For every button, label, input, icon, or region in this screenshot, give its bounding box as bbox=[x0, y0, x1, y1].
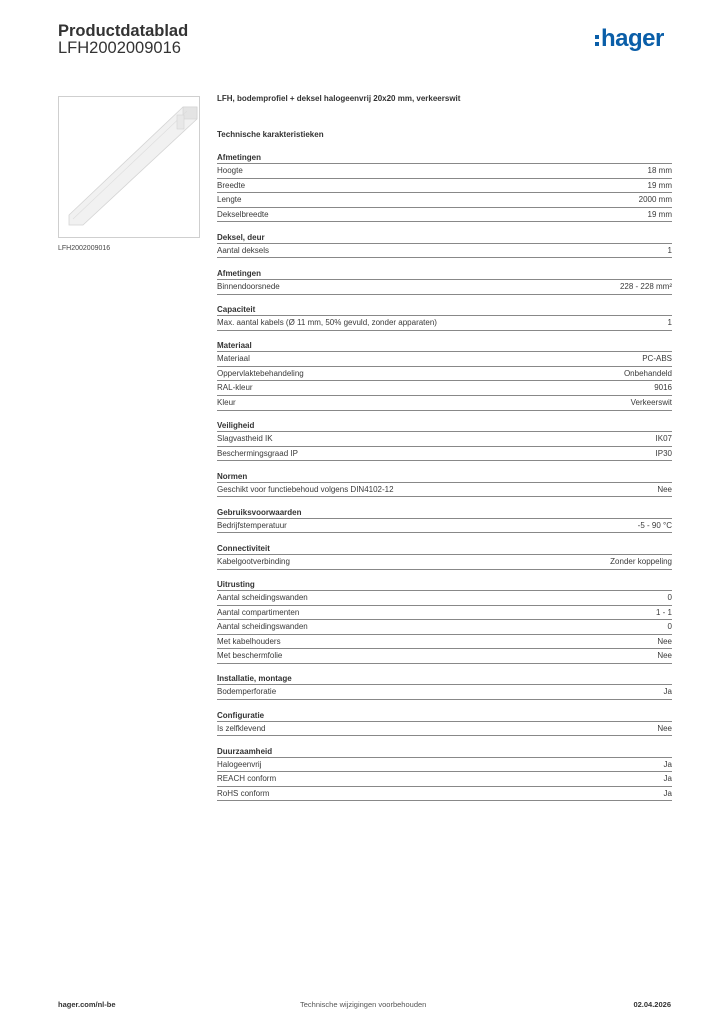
spec-row bbox=[217, 483, 672, 498]
spec-label: Is zelfklevend bbox=[217, 723, 266, 733]
spec-label: Met beschermfolie bbox=[217, 651, 283, 661]
spec-section bbox=[217, 673, 672, 700]
section-title: Gebruiksvoorwaarden bbox=[217, 507, 672, 519]
logo-wordmark: hager bbox=[601, 25, 664, 52]
spec-label: Slagvastheid IK bbox=[217, 434, 273, 444]
section-title: Afmetingen bbox=[217, 268, 672, 280]
spec-row bbox=[217, 193, 672, 208]
spec-row bbox=[217, 606, 672, 621]
document-title: Productdatablad bbox=[58, 22, 189, 40]
spec-label: Aantal scheidingswanden bbox=[217, 593, 308, 602]
spec-value: 19 mm bbox=[647, 209, 672, 219]
spec-row bbox=[217, 179, 672, 194]
spec-section bbox=[217, 543, 672, 570]
spec-row bbox=[217, 367, 672, 382]
spec-value: -5 - 90 °C bbox=[637, 520, 672, 530]
spec-label: Materiaal bbox=[217, 354, 250, 364]
spec-value: 18 mm bbox=[647, 166, 672, 175]
spec-row bbox=[217, 772, 672, 787]
section-title: Veiligheid bbox=[217, 420, 672, 432]
section-title: Normen bbox=[217, 471, 672, 483]
spec-label: Geschikt voor functiebehoud volgens DIN4102-12 bbox=[217, 484, 394, 494]
spec-section bbox=[217, 579, 672, 664]
spec-label: Dekselbreedte bbox=[217, 209, 269, 219]
spec-row bbox=[217, 649, 672, 664]
spec-label: Hoogte bbox=[217, 166, 243, 175]
spec-row bbox=[217, 432, 672, 447]
spec-section bbox=[217, 340, 672, 410]
spec-label: Kabelgootverbinding bbox=[217, 556, 290, 566]
spec-value: Onbehandeld bbox=[623, 368, 672, 378]
spec-value: Ja bbox=[663, 774, 672, 784]
spec-label: Kleur bbox=[217, 397, 236, 407]
spec-section bbox=[217, 710, 672, 737]
spec-row bbox=[217, 758, 672, 773]
section-title: Materiaal bbox=[217, 340, 672, 352]
spec-value: Ja bbox=[663, 788, 672, 798]
spec-value: IK07 bbox=[655, 434, 672, 444]
spec-label: Beschermingsgraad IP bbox=[217, 448, 298, 458]
technical-heading: Technische karakteristieken bbox=[217, 130, 324, 139]
spec-row bbox=[217, 244, 672, 259]
spec-label: Aantal scheidingswanden bbox=[217, 622, 308, 632]
spec-label: Lengte bbox=[217, 195, 242, 205]
spec-value: Nee bbox=[657, 484, 672, 494]
section-title: Duurzaamheid bbox=[217, 746, 672, 758]
spec-section bbox=[217, 420, 672, 461]
spec-value: Ja bbox=[663, 759, 672, 769]
spec-value: 1 bbox=[667, 318, 672, 328]
spec-value: 2000 mm bbox=[638, 195, 672, 205]
spec-value: 0 bbox=[667, 622, 672, 632]
spec-label: Halogeenvrij bbox=[217, 759, 262, 769]
spec-value: Nee bbox=[657, 723, 672, 733]
section-title: Installatie, montage bbox=[217, 673, 672, 685]
spec-label: RAL-kleur bbox=[217, 383, 253, 393]
spec-row bbox=[217, 519, 672, 534]
spec-row bbox=[217, 316, 672, 331]
spec-row bbox=[217, 396, 672, 411]
spec-row bbox=[217, 685, 672, 700]
spec-row bbox=[217, 352, 672, 367]
spec-value: 1 - 1 bbox=[655, 607, 672, 617]
section-title: Configuratie bbox=[217, 710, 672, 722]
spec-value: 19 mm bbox=[647, 180, 672, 190]
spec-label: Oppervlaktebehandeling bbox=[217, 368, 304, 378]
section-title: Capaciteit bbox=[217, 304, 672, 316]
spec-value: PC-ABS bbox=[642, 354, 672, 364]
spec-label: REACH conform bbox=[217, 774, 277, 784]
spec-value: 1 bbox=[667, 245, 672, 255]
footer-date: 02.04.2026 bbox=[633, 1000, 671, 1009]
product-description: LFH, bodemprofiel + deksel halogeenvrij 20x20 mm, verkeerswit bbox=[217, 94, 461, 103]
main-content bbox=[217, 94, 672, 811]
section-title: Uitrusting bbox=[217, 579, 672, 591]
spec-label: Bodemperforatie bbox=[217, 687, 277, 697]
spec-label: Bedrijfstemperatuur bbox=[217, 520, 287, 530]
spec-row bbox=[217, 447, 672, 462]
section-title: Afmetingen bbox=[217, 152, 672, 164]
product-code: LFH2002009016 bbox=[58, 39, 181, 57]
spec-row bbox=[217, 280, 672, 295]
spec-section bbox=[217, 746, 672, 802]
hager-logo bbox=[595, 27, 664, 51]
spec-row bbox=[217, 208, 672, 223]
spec-section bbox=[217, 471, 672, 498]
image-caption: LFH2002009016 bbox=[58, 245, 111, 252]
spec-section bbox=[217, 304, 672, 331]
spec-value: Zonder koppeling bbox=[610, 556, 672, 566]
spec-label: Aantal deksels bbox=[217, 245, 270, 255]
spec-label: Met kabelhouders bbox=[217, 636, 281, 646]
section-title: Deksel, deur bbox=[217, 232, 672, 244]
spec-row bbox=[217, 620, 672, 635]
spec-label: Aantal compartimenten bbox=[217, 607, 300, 617]
spec-row bbox=[217, 635, 672, 650]
spec-row bbox=[217, 555, 672, 570]
section-title: Connectiviteit bbox=[217, 543, 672, 555]
spec-value: IP30 bbox=[655, 448, 672, 458]
spec-label: Breedte bbox=[217, 180, 246, 190]
spec-section bbox=[217, 152, 672, 222]
spec-label: Max. aantal kabels (Ø 11 mm, 50% gevuld, zonder apparaten) bbox=[217, 318, 437, 328]
spec-label: Binnendoorsnede bbox=[217, 281, 280, 291]
spec-label: RoHS conform bbox=[217, 788, 270, 798]
spec-row bbox=[217, 591, 672, 606]
spec-section bbox=[217, 232, 672, 259]
footer-website[interactable]: hager.com/nl-be bbox=[58, 1000, 116, 1009]
spec-section bbox=[217, 268, 672, 295]
spec-value: 228 - 228 mm² bbox=[619, 281, 672, 291]
spec-section bbox=[217, 507, 672, 534]
spec-value: Nee bbox=[657, 636, 672, 646]
spec-value: Nee bbox=[657, 651, 672, 661]
spec-value: Ja bbox=[663, 687, 672, 697]
spec-row bbox=[217, 381, 672, 396]
footer-note: Technische wijzigingen voorbehouden bbox=[300, 1000, 427, 1009]
spec-sections bbox=[217, 152, 672, 801]
spec-row bbox=[217, 722, 672, 737]
cable-duct-illustration bbox=[59, 97, 199, 237]
spec-value: Verkeerswit bbox=[630, 397, 672, 407]
logo-mark-icon bbox=[595, 35, 599, 46]
product-image bbox=[58, 96, 200, 238]
spec-row bbox=[217, 164, 672, 179]
spec-value: 9016 bbox=[654, 383, 672, 393]
spec-row bbox=[217, 787, 672, 802]
spec-value: 0 bbox=[667, 593, 672, 602]
